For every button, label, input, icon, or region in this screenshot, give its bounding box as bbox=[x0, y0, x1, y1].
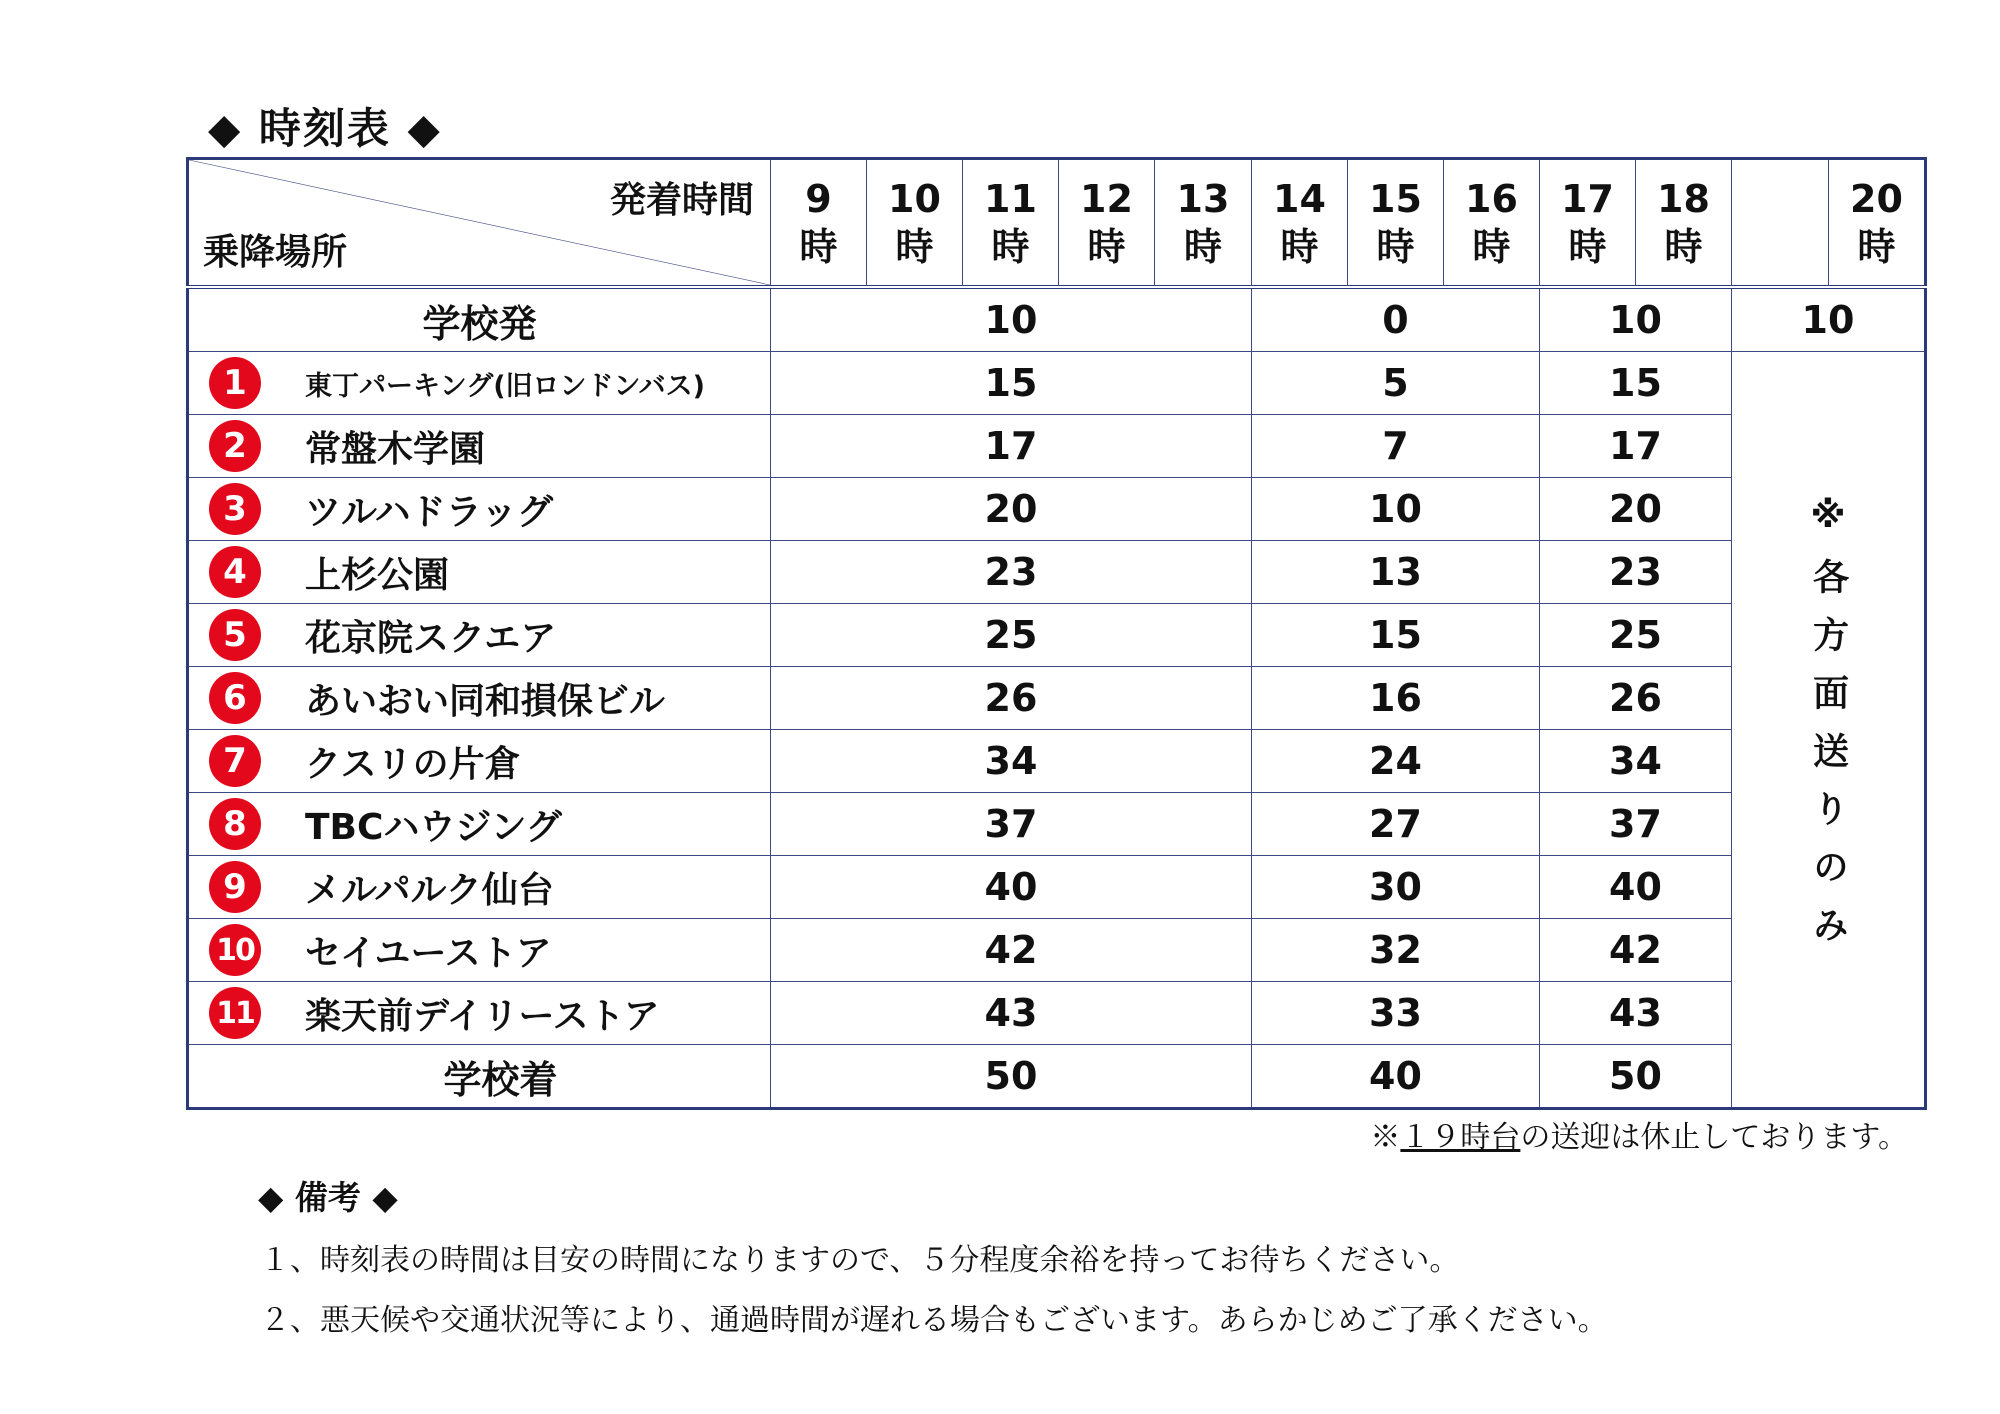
school-departure-label: 学校発 bbox=[188, 287, 771, 352]
stop-cell bbox=[188, 667, 771, 730]
school-arrival-row bbox=[188, 1045, 1926, 1109]
stop-name: クスリの片倉 bbox=[305, 743, 521, 785]
time-cell: 15 bbox=[771, 352, 1252, 415]
hour-header: 13 時 bbox=[1155, 159, 1252, 288]
time-cell: 30 bbox=[1252, 856, 1540, 919]
table-row bbox=[188, 352, 1926, 415]
time-cell: 42 bbox=[771, 919, 1252, 982]
remark-item: １、時刻表の時間は目安の時間になりますので、５分程度余裕を持ってお待ちください。 bbox=[260, 1243, 1460, 1278]
departure-time-label: 発着時間 bbox=[609, 180, 754, 221]
school-arrival-label: 学校着 bbox=[188, 1045, 771, 1109]
stop-cell bbox=[188, 919, 771, 982]
place-label: 乗降場所 bbox=[203, 232, 348, 273]
stop-number-badge: 2 bbox=[209, 420, 261, 472]
table-row bbox=[188, 856, 1926, 919]
stop-number-badge: 8 bbox=[209, 798, 261, 850]
table-row bbox=[188, 604, 1926, 667]
time-cell: 7 bbox=[1252, 415, 1540, 478]
stop-name: あいおい同和損保ビル bbox=[305, 680, 666, 722]
hour-header: 14 時 bbox=[1252, 159, 1348, 288]
stop-cell bbox=[188, 982, 771, 1045]
table-row bbox=[188, 919, 1926, 982]
time-cell: 43 bbox=[771, 982, 1252, 1045]
table-row bbox=[188, 415, 1926, 478]
hour-header: 11 時 bbox=[963, 159, 1059, 288]
time-cell: 50 bbox=[1540, 1045, 1732, 1109]
school-departure-row bbox=[188, 287, 1926, 352]
stop-cell bbox=[188, 793, 771, 856]
time-cell: 10 bbox=[771, 287, 1252, 352]
stop-number-badge: 3 bbox=[209, 483, 261, 535]
stop-number-badge: 11 bbox=[209, 987, 261, 1039]
time-cell: 23 bbox=[1540, 541, 1732, 604]
diagonal-header-cell bbox=[188, 159, 771, 288]
stop-name: 花京院スクエア bbox=[305, 617, 557, 659]
stop-name: セイユーストア bbox=[305, 932, 552, 974]
table-row bbox=[188, 730, 1926, 793]
time-cell: 25 bbox=[771, 604, 1252, 667]
time-cell: 40 bbox=[1252, 1045, 1540, 1109]
stop-name: TBCハウジング bbox=[305, 806, 562, 848]
stop-number-badge: 7 bbox=[209, 735, 261, 787]
stop-cell bbox=[188, 541, 771, 604]
hour-header: 10 時 bbox=[867, 159, 963, 288]
page-title: ◆ 時刻表 ◆ bbox=[208, 104, 442, 153]
stop-name: メルパルク仙台 bbox=[305, 869, 554, 911]
stop-number-badge: 1 bbox=[209, 357, 261, 409]
stop-cell bbox=[188, 604, 771, 667]
hour-header-blank bbox=[1732, 159, 1829, 288]
time-cell: 34 bbox=[1540, 730, 1732, 793]
stop-number-badge: 5 bbox=[209, 609, 261, 661]
time-cell: 26 bbox=[1540, 667, 1732, 730]
table-row bbox=[188, 793, 1926, 856]
time-cell: 17 bbox=[771, 415, 1252, 478]
time-cell: 10 bbox=[1732, 287, 1926, 352]
time-cell: 17 bbox=[1540, 415, 1732, 478]
stop-number-badge: 4 bbox=[209, 546, 261, 598]
hour-header: 15 時 bbox=[1348, 159, 1444, 288]
table-row bbox=[188, 478, 1926, 541]
time-cell: 25 bbox=[1540, 604, 1732, 667]
stop-cell bbox=[188, 415, 771, 478]
stop-name: ツルハドラッグ bbox=[305, 491, 554, 533]
header-row bbox=[188, 159, 1926, 288]
timetable bbox=[186, 157, 1927, 1110]
time-cell: 15 bbox=[1540, 352, 1732, 415]
time-cell: 50 bbox=[771, 1045, 1252, 1109]
stop-number-badge: 6 bbox=[209, 672, 261, 724]
side-note-cell bbox=[1732, 352, 1926, 1109]
remark-item: ２、悪天候や交通状況等により、通過時間が遅れる場合もございます。あらかじめご了承ください。 bbox=[260, 1303, 1608, 1338]
time-cell: 24 bbox=[1252, 730, 1540, 793]
time-cell: 5 bbox=[1252, 352, 1540, 415]
stop-name: 東丁パーキング(旧ロンドンバス) bbox=[305, 370, 705, 402]
time-cell: 20 bbox=[1540, 478, 1732, 541]
time-cell: 10 bbox=[1252, 478, 1540, 541]
stop-name: 上杉公園 bbox=[305, 554, 450, 596]
time-cell: 43 bbox=[1540, 982, 1732, 1045]
hour-header: 16 時 bbox=[1444, 159, 1540, 288]
time-cell: 37 bbox=[1540, 793, 1732, 856]
suspension-note: ※１９時台の送迎は休止しております。 bbox=[1370, 1120, 1908, 1155]
stop-name: 常盤木学園 bbox=[305, 428, 486, 470]
table-row bbox=[188, 982, 1926, 1045]
table-row bbox=[188, 667, 1926, 730]
hour-header: 20 時 bbox=[1829, 159, 1926, 288]
stop-number-badge: 10 bbox=[209, 924, 261, 976]
stop-cell bbox=[188, 856, 771, 919]
time-cell: 33 bbox=[1252, 982, 1540, 1045]
time-cell: 42 bbox=[1540, 919, 1732, 982]
stop-cell bbox=[188, 478, 771, 541]
time-cell: 37 bbox=[771, 793, 1252, 856]
hour-header: 18 時 bbox=[1636, 159, 1732, 288]
stop-cell bbox=[188, 730, 771, 793]
time-cell: 34 bbox=[771, 730, 1252, 793]
time-cell: 13 bbox=[1252, 541, 1540, 604]
time-cell: 32 bbox=[1252, 919, 1540, 982]
remarks-title: ◆ 備考 ◆ bbox=[258, 1178, 398, 1217]
table-row bbox=[188, 541, 1926, 604]
hour-header: 9 時 bbox=[771, 159, 867, 288]
time-cell: 26 bbox=[771, 667, 1252, 730]
time-cell: 23 bbox=[771, 541, 1252, 604]
hour-header: 12 時 bbox=[1059, 159, 1155, 288]
hour-header: 17 時 bbox=[1540, 159, 1636, 288]
time-cell: 40 bbox=[771, 856, 1252, 919]
time-cell: 10 bbox=[1540, 287, 1732, 352]
time-cell: 27 bbox=[1252, 793, 1540, 856]
stop-number-badge: 9 bbox=[209, 861, 261, 913]
side-note: ※各方面送りのみ bbox=[1807, 495, 1849, 964]
stop-cell bbox=[188, 352, 771, 415]
time-cell: 40 bbox=[1540, 856, 1732, 919]
time-cell: 16 bbox=[1252, 667, 1540, 730]
stop-name: 楽天前デイリーストア bbox=[305, 995, 660, 1037]
time-cell: 0 bbox=[1252, 287, 1540, 352]
time-cell: 20 bbox=[771, 478, 1252, 541]
time-cell: 15 bbox=[1252, 604, 1540, 667]
